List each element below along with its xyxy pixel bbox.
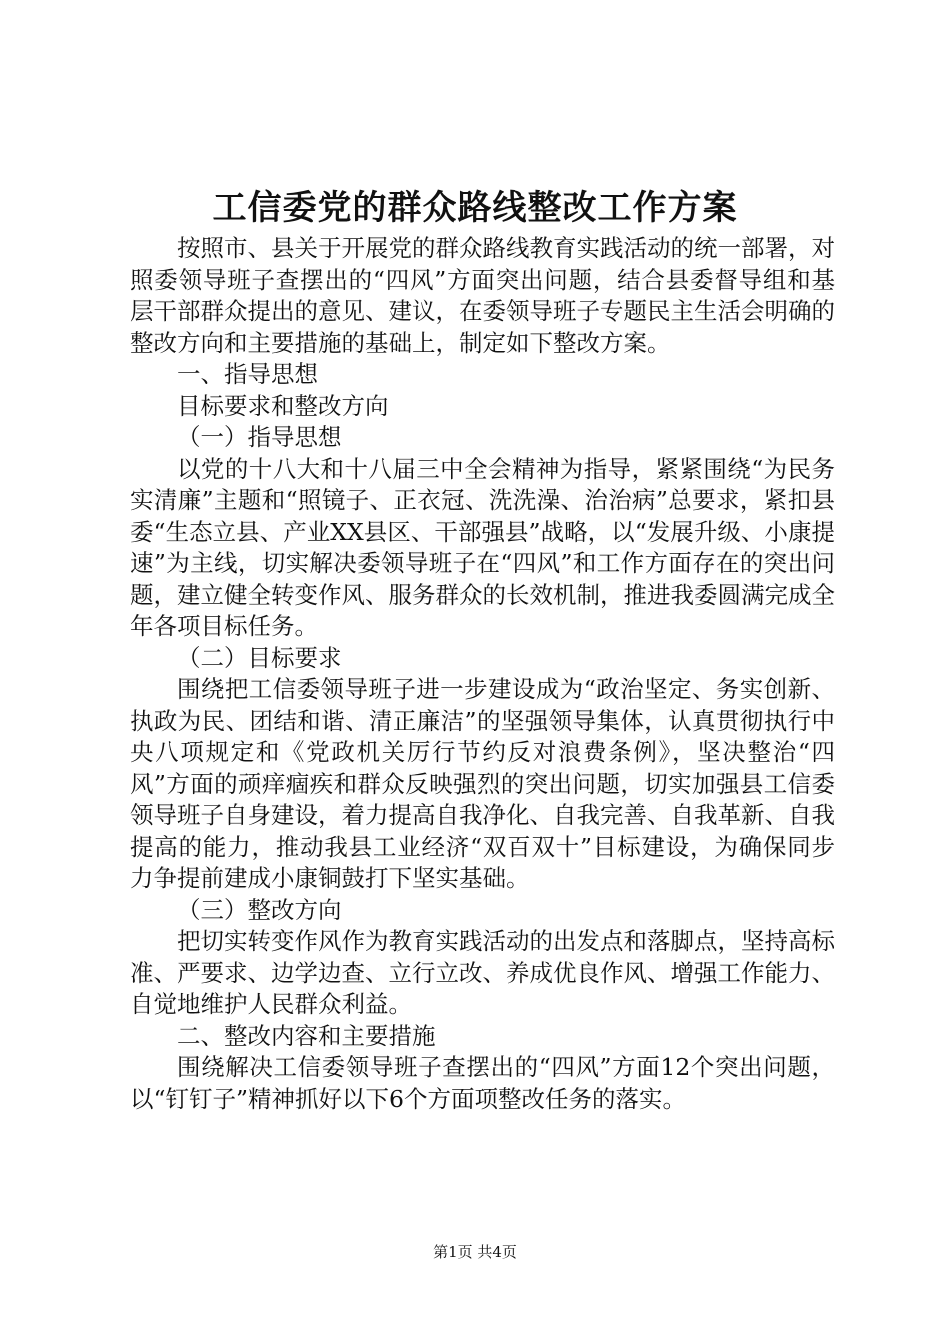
intro-paragraph: 按照市、县关于开展党的群众路线教育实践活动的统一部署，对照委领导班子查摆出的“四风”方面突出问题，结合县委督导组和基层干部群众提出的意见、建议，在委领导班子专题民主生活会明确的整改方向和主要措施的基础上，制定如下整改方案。 — [130, 234, 835, 357]
measures-paragraph: 围绕解决工信委领导班子查摆出的“四风”方面12个突出问题，以“钉钉子”精神抓好以下6个方面项整改任务的落实。 — [130, 1053, 835, 1113]
guiding-ideology-paragraph: 以党的十八大和十八届三中全会精神为指导，紧紧围绕“为民务实清廉”主题和“照镜子、正衣冠、洗洗澡、治治病”总要求，紧扣县委“生态立县、产业XX县区、干部强县”战略，以“发展升级、小康提速”为主线，切实解决委领导班子在“四风”和工作方面存在的突出问题，建立健全转变作风、服务群众的长效机制，推进我委圆满完成全年各项目标任务。 — [130, 454, 835, 640]
subsection-heading-1: （一）指导思想 — [177, 423, 342, 451]
direction-paragraph: 把切实转变作风作为教育实践活动的出发点和落脚点，坚持高标准、严要求、边学边查、立行立改、养成优良作风、增强工作能力、自觉地维护人民群众利益。 — [130, 927, 835, 1018]
section-subheading-goals-direction: 目标要求和整改方向 — [177, 391, 389, 420]
document-title: 工信委党的群众路线整改工作方案 — [212, 188, 738, 228]
subsection-heading-3: （三）整改方向 — [177, 895, 342, 924]
page-number: 第1页 共4页 — [433, 1243, 517, 1261]
document-body — [130, 233, 835, 1115]
subsection-heading-2: （二）目标要求 — [177, 643, 342, 672]
section-heading-measures: 二、整改内容和主要措施 — [177, 1021, 436, 1050]
section-heading-guiding-ideology: 一、指导思想 — [177, 360, 318, 388]
goals-paragraph: 围绕把工信委领导班子进一步建设成为“政治坚定、务实创新、执政为民、团结和谐、清正廉洁”的坚强领导集体，认真贯彻执行中央八项规定和《党政机关厉行节约反对浪费条例》，坚决整治“四风”方面的顽痒痼疾和群众反映强烈的突出问题，切实加强县工信委领导班子自身建设，着力提高自我净化、自我完善、自我革新、自我提高的能力，推动我县工业经济“双百双十”目标建设，为确保同步力争提前建成小康铜鼓打下坚实基础。 — [130, 675, 835, 892]
